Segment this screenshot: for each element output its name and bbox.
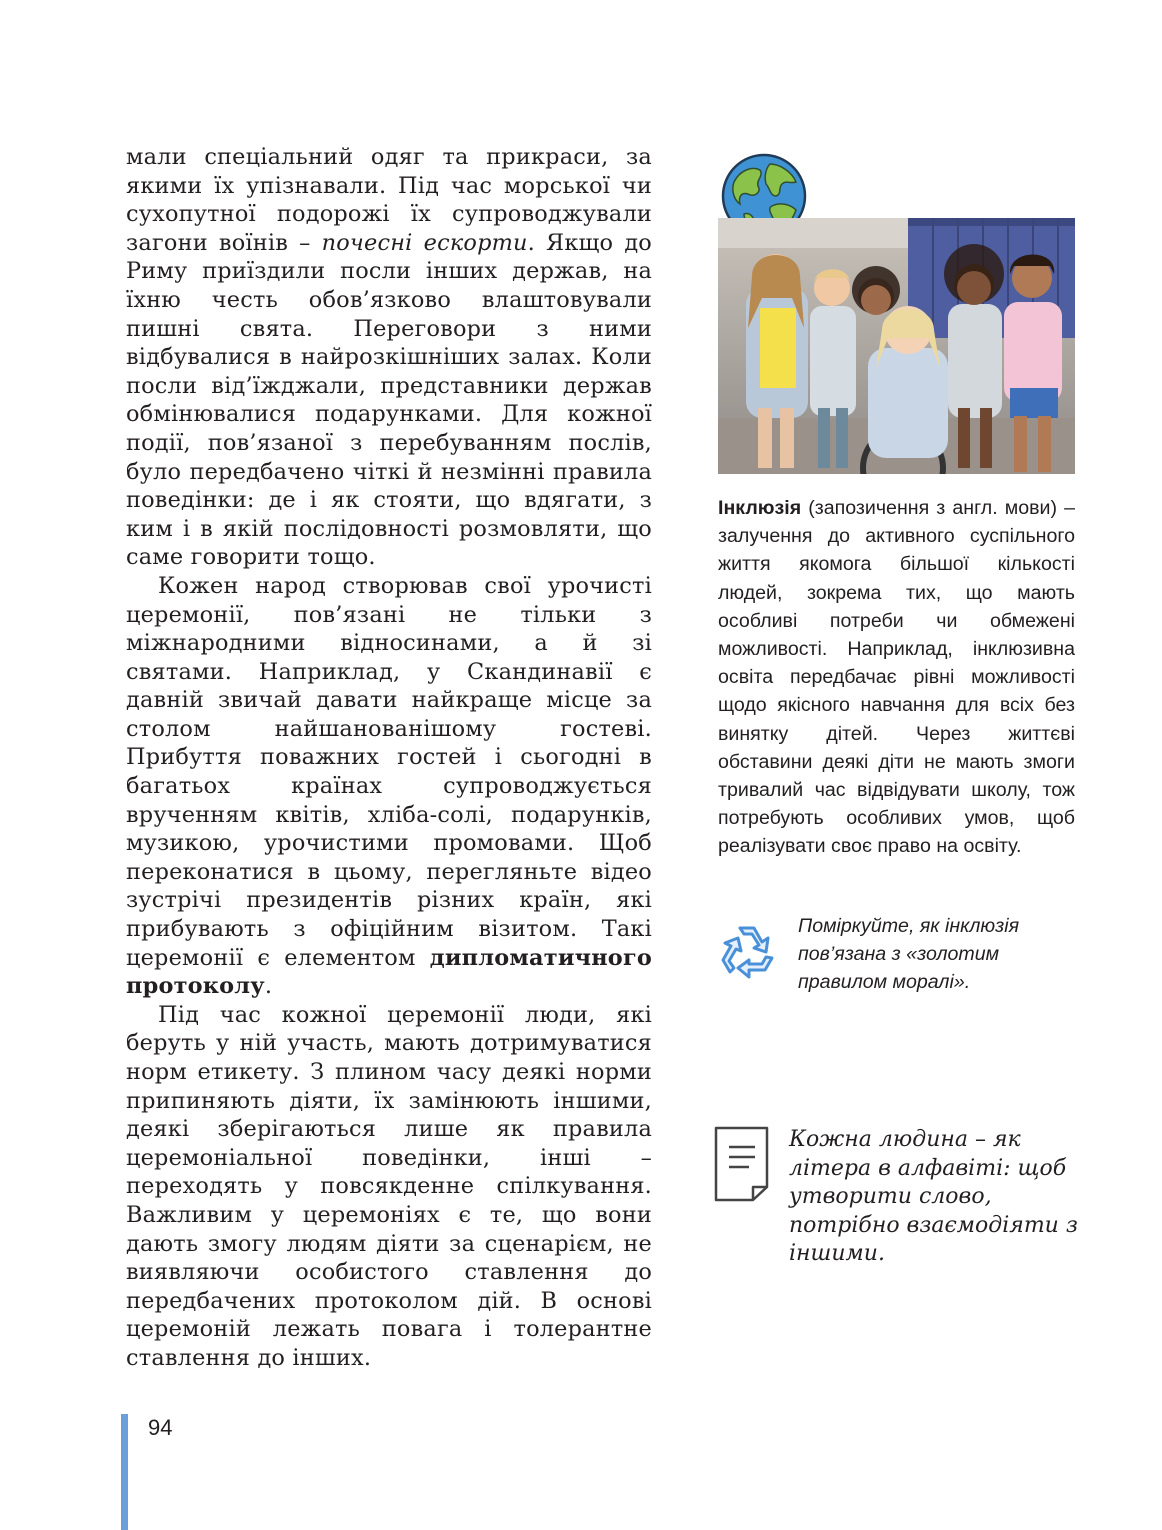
definition-term: Інклюзія bbox=[718, 497, 802, 519]
recycle-arrows-icon bbox=[716, 922, 778, 982]
page-number: 94 bbox=[148, 1415, 173, 1440]
term-diplomatic-protocol: дипломатичного протоколу bbox=[126, 944, 652, 1000]
quote-block: Кожна людина – як літера в алфавіті: щоб утворити слово, потрібно взаємодіяти з іншими. bbox=[789, 1127, 1078, 1266]
note-page-icon bbox=[713, 1125, 771, 1203]
page-accent-bar bbox=[121, 1414, 128, 1530]
definition-text: (запозичення з англ. мови) – залучення до активного суспільного життя якомога більшої кількості людей, зокрема тих, що мають особливі потреби чи обмежені можливості. Наприклад, інклюзивна освіта передбачає рівні можливості щодо якісного навчання для всіх без винятку дітей. Через життєві обставини деякі діти не мають змоги тривалий час відвідувати школу, тож потребують особливих умов, щоб реалізувати своє право на освіту. bbox=[718, 497, 1075, 858]
term-honor-escort: почесні ескорти bbox=[321, 229, 528, 256]
paragraph-2: Кожен народ створював свої урочисті церемонії, пов’язані не тільки з міжнародними відносинами, а й зі святами. Наприклад, у Скандинавії є давній звичай давати найкраще місце за столом найшанованішому гостеві. Прибуття поважних гостей і сьогодні в багатьох країнах супроводжується врученням квітів, хліба-солі, подарунків, музикою, урочистими промовами. Щоб переконатися в цьому, перегляньте відео зустрічі президентів різних країн, які прибувають з офіційним візитом. Такі церемонії є елементом дипломатичного протоколу. bbox=[126, 572, 652, 1000]
paragraph-1: мали спеціальний одяг та прикраси, за якими їх упізнавали. Під час морської чи сухопутної подорожі їх супроводжували загони воїнів – почесні ескорти. Якщо до Риму приїздили посли інших держав, на їхню честь обов’язково влаштовували пишні свята. Переговори з ними відбувалися в найрозкішніших залах. Коли посли від’їжджали, представники держав обмінювалися подарунками. Для кожної події, пов’язаної з перебуванням послів, було передбачено чіткі й незмінні правила поведінки: де і як стояти, що вдягати, з ким і в якій послідовності розмовляти, що саме говорити тощо. bbox=[126, 144, 652, 571]
main-text-column bbox=[126, 143, 652, 1373]
think-prompt: Поміркуйте, як інклюзія пов’язана з «золотим правилом моралі». bbox=[798, 915, 1020, 993]
children-photo bbox=[718, 218, 1075, 474]
paragraph-3: Під час кожної церемонії люди, які беруть у ній участь, мають дотримуватися норм етикету. З плином часу деякі норми припиняють діяти, їх замінюють іншими, деякі зберігаються лише як правила церемоніальної поведінки, інші – переходять у повсякденне спілкування. Важливим у церемоніях є те, що вони дають змогу людям діяти за сценарієм, не виявляючи особистого ставлення до передбачених протоколом дій. В основі церемоній лежать повага і толерантне ставлення до інших. bbox=[126, 1001, 652, 1371]
definition-inclusion bbox=[718, 494, 1075, 861]
